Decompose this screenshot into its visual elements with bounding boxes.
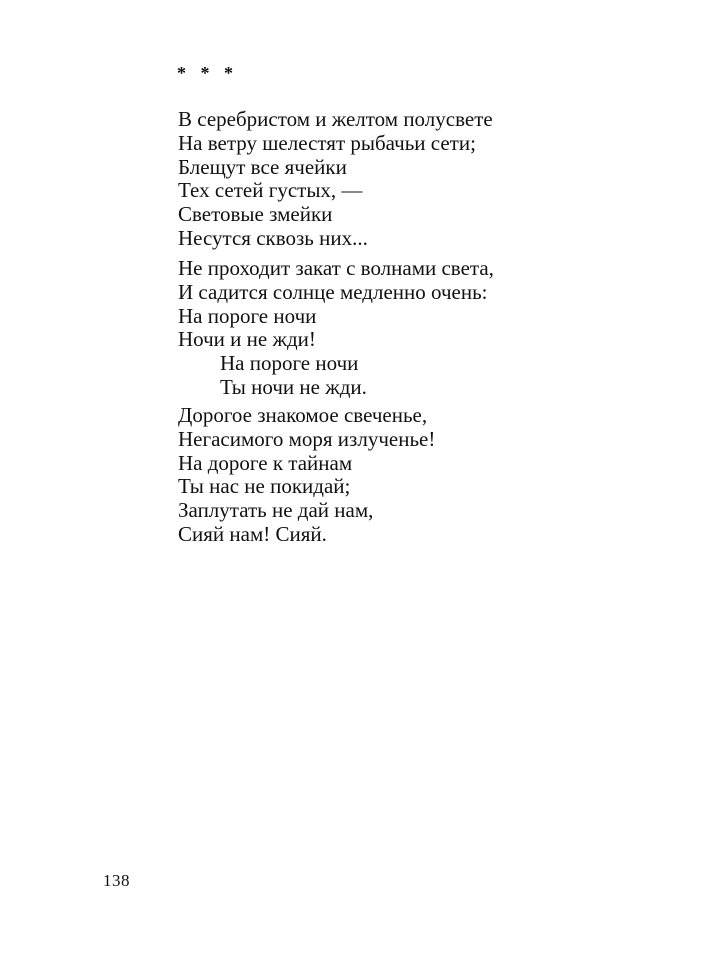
poem-line: Не проходит закат с волнами света, [178,256,494,280]
poem-separator: * * * [177,63,235,83]
poem-line: Дорогое знакомое свеченье, [178,403,428,427]
poem-line: В серебристом и желтом полусвете [178,107,493,131]
poem-line: Сияй нам! Сияй. [178,521,327,546]
stanza-2 [178,257,494,400]
poem-line: Негасимого моря излученье! [178,426,436,451]
poem-line: И садится солнце медленно очень: [178,279,488,304]
stanza-3 [178,404,435,547]
poem-line: На пороге ночи [178,303,317,328]
poem-line-indented: На пороге ночи [220,351,359,376]
poem-line: Блещут все ячейки [178,154,347,179]
poem-line: Заплутать не дай нам, [178,498,374,523]
poem-line-indented: Ты ночи не жди. [220,374,367,399]
poem-line: Ночи и не жди! [178,327,316,352]
poem-line: На дороге к тайнам [178,450,353,475]
page-number: 138 [103,871,130,890]
poem-line: На ветру шелестят рыбачьи сети; [178,130,476,155]
poem-line: Несутся сквозь них... [178,225,368,250]
poem-line: Ты нас не покидай; [178,474,351,499]
poem-line: Тех сетей густых, — [178,178,363,203]
poem-line: Световые змейки [178,202,333,227]
stanza-1 [178,108,493,251]
